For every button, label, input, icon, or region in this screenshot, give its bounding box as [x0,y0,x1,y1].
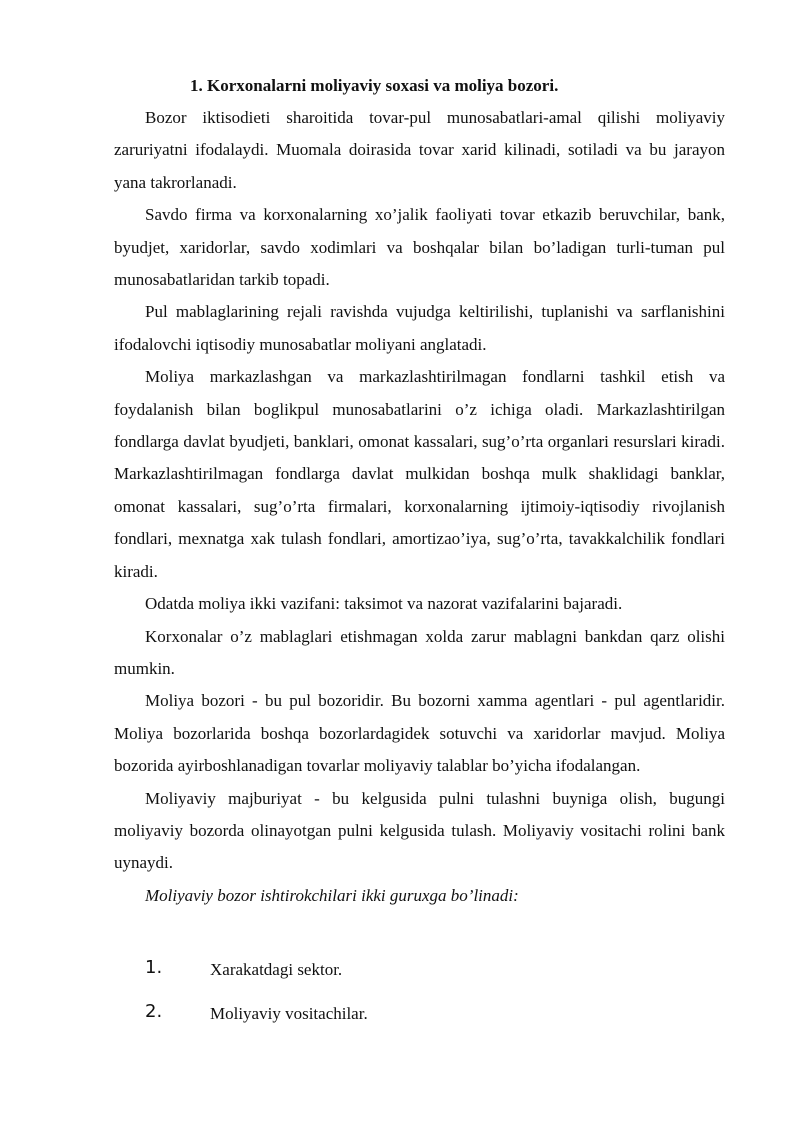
body-text [114,102,725,912]
list-item [145,996,725,1040]
list-item-label: Xarakatdagi sektor. [210,960,343,979]
list-item-number: 1. [145,957,163,978]
list-item-number: 2. [145,1001,163,1022]
paragraph-trade-firms: Savdo firma va korxonalarning xo’jalik faoliyati tovar etkazib beruvchilar, bank, byudjet, xaridorlar, savdo xodimlari va boshqalar bilan bo’ladigan turli-tuman pul munosabatlaridan tarkib topadi. [114,205,725,290]
paragraph-participants-intro: Moliyaviy bozor ishtirokchilari ikki guruxga bo’linadi: [145,885,519,905]
list-item-label: Moliyaviy vositachilar. [210,1004,368,1023]
paragraph-financial-obligation: Moliyaviy majburiyat - bu kelgusida pulni tulashni buyniga olish, bugungi moliyaviy bozorda olinayotgan pulni kelgusida tulash. Moliyaviy vositachi rolini bank uynaydi. [114,788,725,873]
paragraph-funds: Moliya markazlashgan va markazlashtirilmagan fondlarni tashkil etish va foydalanish bilan boglikpul munosabatlarini o’z ichiga oladi. Markazlashtirilgan fondlarga davlat byudjeti, banklari, omonat kassalari, sug’o’rta organlari resurslari kiradi. Markazlashtirilmagan fondlarga davlat mulkidan boshqa mulk shaklidagi banklar, omonat kassalari, sug’o’rta firmalari, korxonalarning ijtimoiy-iqtisodiy rivojlanish fondlari, mexnatga xak tulash fondlari, amortizao’iya, sug’o’rta, tavakkalchilik fondlari kiradi. [114,367,725,581]
section-heading: 1. Korxonalarni moliyaviy soxasi va moliya bozori. [190,76,559,95]
paragraph-financial-market: Moliya bozori - bu pul bozoridir. Bu bozorni xamma agentlari - pul agentlaridir. Moliya bozorlarida boshqa bozorlardagidek sotuvchi va xaridorlar mavjud. Moliya bozorida ayirboshlanadigan tovarlar moliyaviy talablar bo’yicha ifodalangan. [114,691,725,776]
paragraph-bank-loans: Korxonalar o’z mablaglari etishmagan xolda zarur mablagni bankdan qarz olishi mumkin. [114,626,725,678]
paragraph-finance-definition: Pul mablaglarining rejali ravishda vujudga keltirilishi, tuplanishi va sarflanishini ifodalovchi iqtisodiy munosabatlar moliyani anglatadi. [114,302,725,354]
participants-list [145,952,725,1040]
paragraph-market-economy: Bozor iktisodieti sharoitida tovar-pul munosabatlari-amal qilishi moliyaviy zaruriyatni ifodalaydi. Muomala doirasida tovar xarid kilinadi, sotiladi va bu jarayon yana takrorlanadi. [114,108,725,192]
list-item [145,952,725,996]
paragraph-finance-functions: Odatda moliya ikki vazifani: taksimot va nazorat vazifalarini bajaradi. [145,594,623,614]
